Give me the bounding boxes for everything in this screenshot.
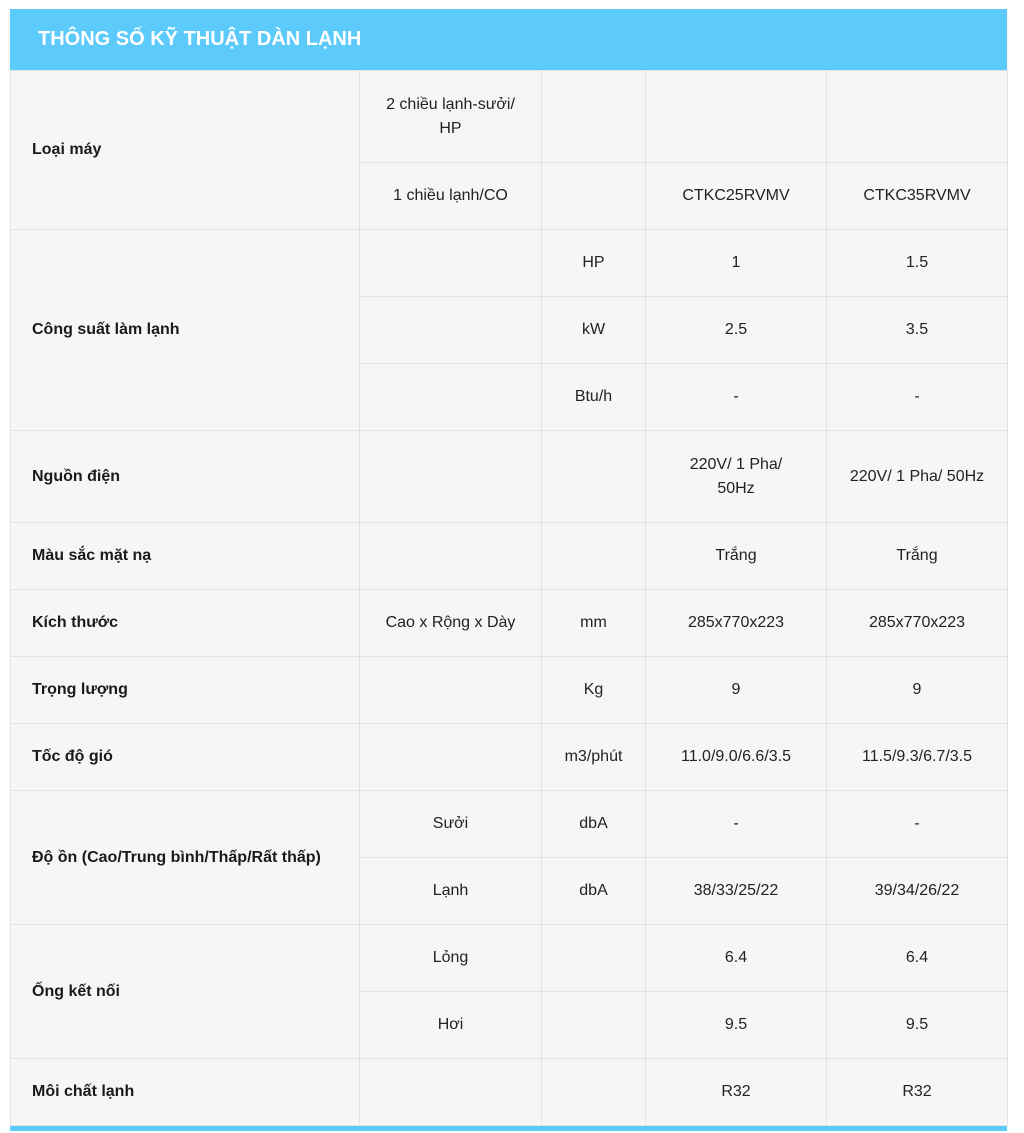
row-label: Ống kết nối bbox=[11, 925, 360, 1059]
spec-panel bbox=[10, 9, 1007, 1131]
type-cell: 1 chiều lạnh/CO bbox=[360, 163, 542, 230]
empty-cell bbox=[360, 431, 542, 523]
sub-cell: Lỏng bbox=[360, 925, 542, 992]
section-title: THÔNG SỐ KỸ THUẬT DÀN LẠNH bbox=[10, 9, 1007, 70]
value-cell: 1 bbox=[646, 230, 827, 297]
empty-cell bbox=[542, 163, 646, 230]
value-cell: 1.5 bbox=[827, 230, 1008, 297]
value-cell: 38/33/25/22 bbox=[646, 858, 827, 925]
value-cell: 11.0/9.0/6.6/3.5 bbox=[646, 724, 827, 791]
value-cell: 9.5 bbox=[827, 992, 1008, 1059]
unit-cell: m3/phút bbox=[542, 724, 646, 791]
row-label: Loại máy bbox=[11, 71, 360, 230]
table-row bbox=[11, 431, 1008, 523]
row-label: Tốc độ gió bbox=[11, 724, 360, 791]
model-cell: CTKC35RVMV bbox=[827, 163, 1008, 230]
type-cell: 2 chiều lạnh-sưởi/ HP bbox=[360, 71, 542, 163]
row-label: Màu sắc mặt nạ bbox=[11, 523, 360, 590]
value-cell: R32 bbox=[646, 1059, 827, 1126]
value-cell: - bbox=[827, 791, 1008, 858]
row-label: Độ ồn (Cao/Trung bình/Thấp/Rất thấp) bbox=[11, 791, 360, 925]
unit-cell: Kg bbox=[542, 657, 646, 724]
value-cell: R32 bbox=[827, 1059, 1008, 1126]
value-cell: 220V/ 1 Pha/ 50Hz bbox=[827, 431, 1008, 523]
value-cell: - bbox=[827, 364, 1008, 431]
unit-cell: Btu/h bbox=[542, 364, 646, 431]
bottom-accent-bar bbox=[10, 1126, 1007, 1131]
empty-cell bbox=[360, 1059, 542, 1126]
value-cell: - bbox=[646, 791, 827, 858]
value-cell: 3.5 bbox=[827, 297, 1008, 364]
value-cell: 11.5/9.3/6.7/3.5 bbox=[827, 724, 1008, 791]
value-cell: Trắng bbox=[646, 523, 827, 590]
model-cell: CTKC25RVMV bbox=[646, 163, 827, 230]
unit-cell: mm bbox=[542, 590, 646, 657]
empty-cell bbox=[360, 364, 542, 431]
value-cell: 285x770x223 bbox=[827, 590, 1008, 657]
table-row bbox=[11, 1059, 1008, 1126]
empty-cell bbox=[542, 431, 646, 523]
value-cell: 220V/ 1 Pha/ 50Hz bbox=[646, 431, 827, 523]
table-row bbox=[11, 71, 1008, 163]
row-label: Trọng lượng bbox=[11, 657, 360, 724]
table-row bbox=[11, 590, 1008, 657]
empty-cell bbox=[646, 71, 827, 163]
empty-cell bbox=[360, 297, 542, 364]
empty-cell bbox=[360, 230, 542, 297]
row-label: Nguồn điện bbox=[11, 431, 360, 523]
unit-cell: dbA bbox=[542, 791, 646, 858]
row-label: Môi chất lạnh bbox=[11, 1059, 360, 1126]
row-label: Công suất làm lạnh bbox=[11, 230, 360, 431]
sub-cell: Cao x Rộng x Dày bbox=[360, 590, 542, 657]
row-label: Kích thước bbox=[11, 590, 360, 657]
empty-cell bbox=[542, 992, 646, 1059]
empty-cell bbox=[542, 71, 646, 163]
table-row bbox=[11, 523, 1008, 590]
table-row bbox=[11, 724, 1008, 791]
value-cell: Trắng bbox=[827, 523, 1008, 590]
value-cell: 6.4 bbox=[646, 925, 827, 992]
table-row bbox=[11, 791, 1008, 858]
empty-cell bbox=[542, 925, 646, 992]
empty-cell bbox=[360, 657, 542, 724]
value-cell: 9 bbox=[827, 657, 1008, 724]
empty-cell bbox=[360, 724, 542, 791]
table-row bbox=[11, 657, 1008, 724]
empty-cell bbox=[360, 523, 542, 590]
value-cell: 9.5 bbox=[646, 992, 827, 1059]
empty-cell bbox=[542, 1059, 646, 1126]
value-cell: 39/34/26/22 bbox=[827, 858, 1008, 925]
unit-cell: kW bbox=[542, 297, 646, 364]
table-row bbox=[11, 925, 1008, 992]
sub-cell: Sưởi bbox=[360, 791, 542, 858]
sub-cell: Hơi bbox=[360, 992, 542, 1059]
spec-table bbox=[10, 70, 1008, 1126]
value-cell: 6.4 bbox=[827, 925, 1008, 992]
unit-cell: HP bbox=[542, 230, 646, 297]
value-cell: 285x770x223 bbox=[646, 590, 827, 657]
empty-cell bbox=[542, 523, 646, 590]
table-row bbox=[11, 230, 1008, 297]
sub-cell: Lạnh bbox=[360, 858, 542, 925]
empty-cell bbox=[827, 71, 1008, 163]
value-cell: - bbox=[646, 364, 827, 431]
value-cell: 9 bbox=[646, 657, 827, 724]
value-cell: 2.5 bbox=[646, 297, 827, 364]
unit-cell: dbA bbox=[542, 858, 646, 925]
